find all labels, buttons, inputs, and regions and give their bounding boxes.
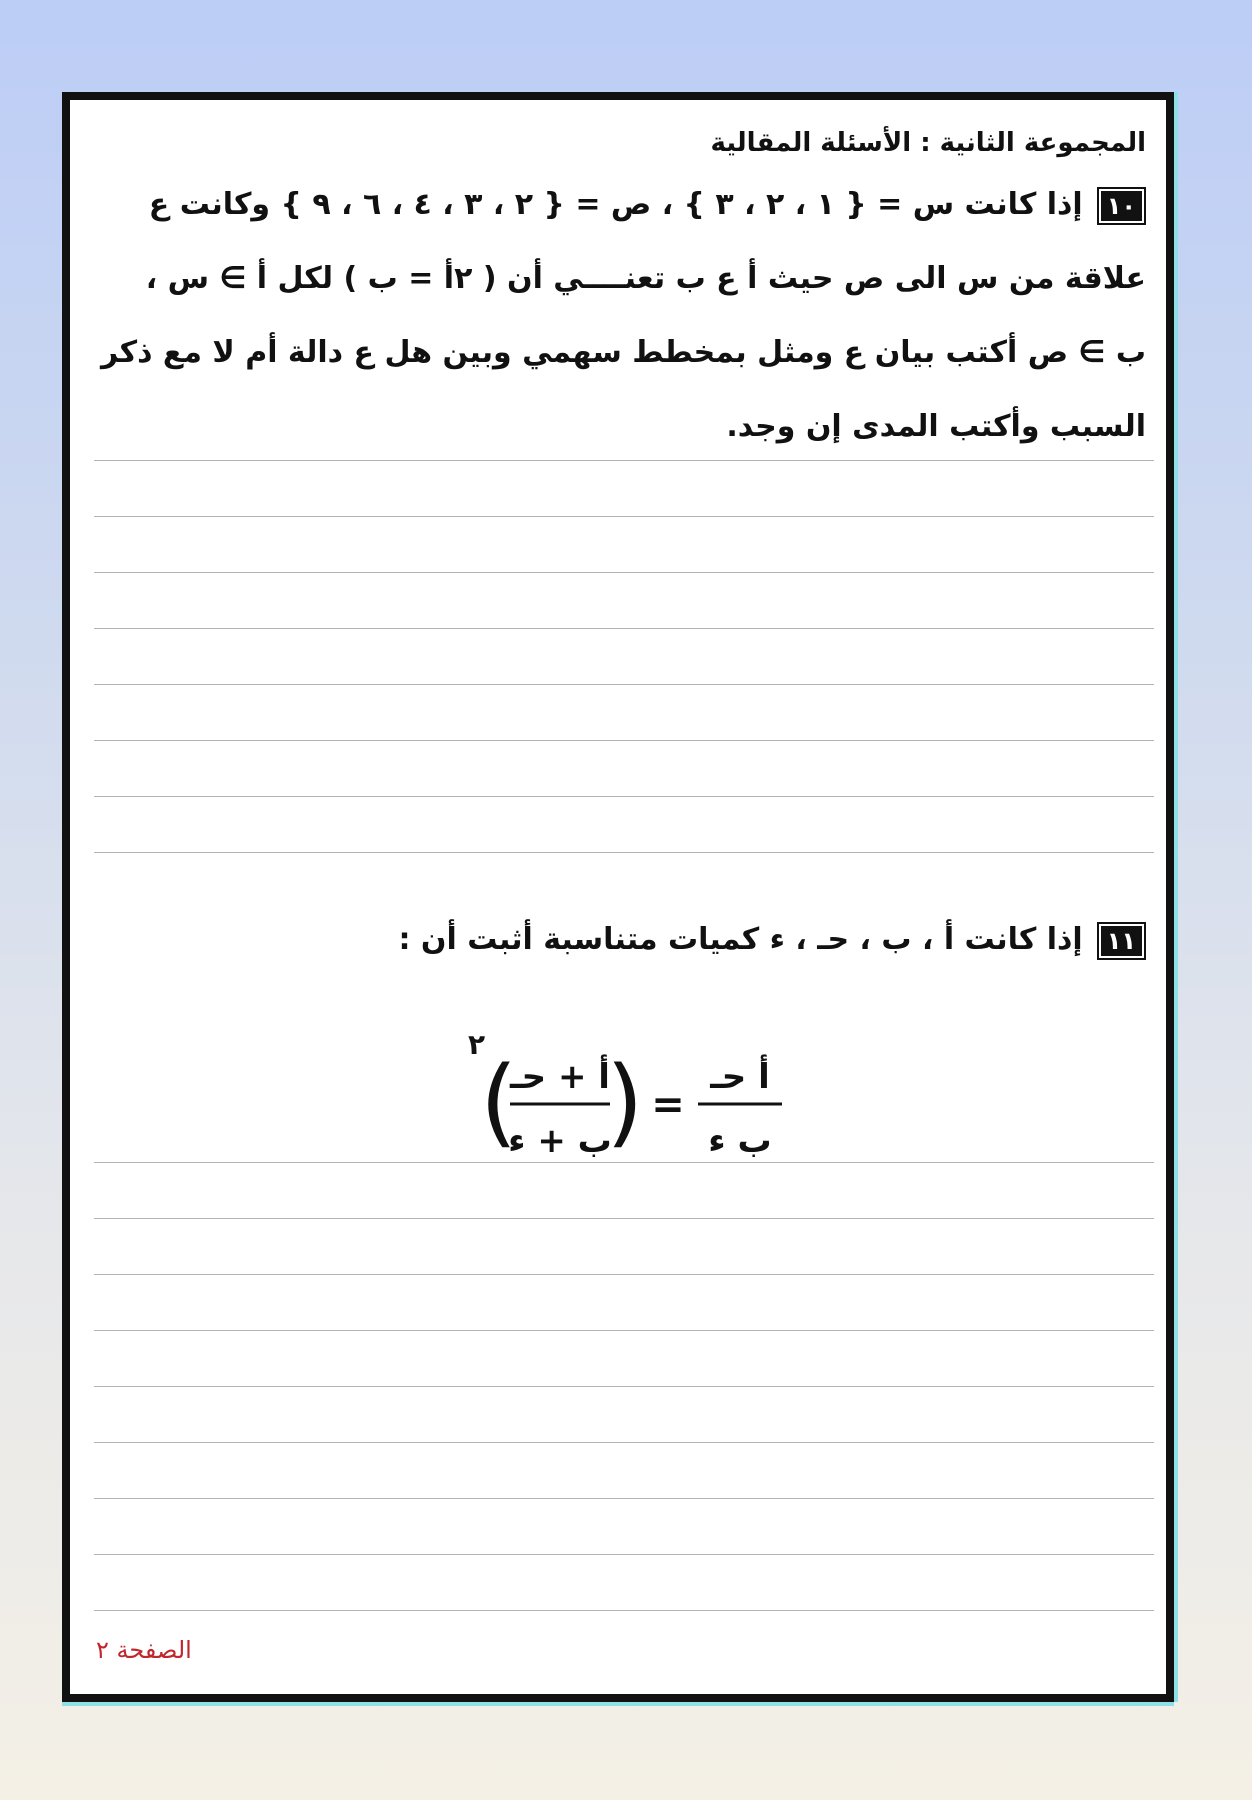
equals-sign: = [651, 1082, 685, 1128]
question-11-statement: إذا كانت أ ، ب ، حـ ، ء كميات متناسبة أثبت أن : [398, 922, 1083, 957]
page-number: الصفحة ٢ [96, 1636, 192, 1664]
answer-line [94, 460, 1154, 461]
rhs-numerator: أ + حـ [510, 1057, 610, 1097]
answer-line [94, 796, 1154, 797]
answer-line [94, 1610, 1154, 1611]
proportion-formula [460, 1000, 800, 1210]
answer-line [94, 572, 1154, 573]
question-number-badge: ١٠ [1097, 187, 1146, 225]
exponent: ٢ [468, 1028, 486, 1061]
lhs-numerator: أ حـ [710, 1057, 770, 1097]
question-10-line: ب ∋ ص أكتب بيان ع ومثل بمخطط سهمي وبين هل ع دالة أم لا مع ذكر [100, 335, 1146, 370]
answer-line [94, 1162, 1154, 1163]
question-10-line: علاقة من س الى ص حيث أ ع ب تعنــــي أن ( ٢أ = ب ) لكل أ ∋ س ، [145, 261, 1146, 296]
question-10-line-text: إذا كانت س = { ١ ، ٢ ، ٣ } ، ص = { ٢ ، ٣ ، ٤ ، ٦ ، ٩ } وكانت ع [148, 187, 1083, 222]
answer-line [94, 740, 1154, 741]
question-10-line: السبب وأكتب المدى إن وجد. [726, 409, 1146, 444]
lhs-denominator: ب ء [708, 1121, 772, 1161]
question-10-line [84, 168, 1146, 242]
question-11-line [84, 910, 1146, 970]
answer-line [94, 852, 1154, 853]
answer-line [94, 1386, 1154, 1387]
answer-line [94, 1442, 1154, 1443]
answer-line [94, 1554, 1154, 1555]
answer-line [94, 628, 1154, 629]
question-11 [84, 910, 1146, 970]
answer-line [94, 516, 1154, 517]
answer-line [94, 1274, 1154, 1275]
right-parenthesis: ) [606, 1046, 644, 1158]
left-parenthesis: ( [480, 1046, 518, 1158]
answer-line [94, 1498, 1154, 1499]
question-10 [84, 168, 1146, 464]
answer-line [94, 1330, 1154, 1331]
rhs-denominator: ب + ء [508, 1121, 612, 1161]
group-title: المجموعة الثانية : الأسئلة المقالية [710, 128, 1146, 158]
answer-line [94, 684, 1154, 685]
worksheet-page [62, 92, 1174, 1702]
question-number-badge: ١١ [1097, 922, 1146, 960]
answer-line [94, 1218, 1154, 1219]
